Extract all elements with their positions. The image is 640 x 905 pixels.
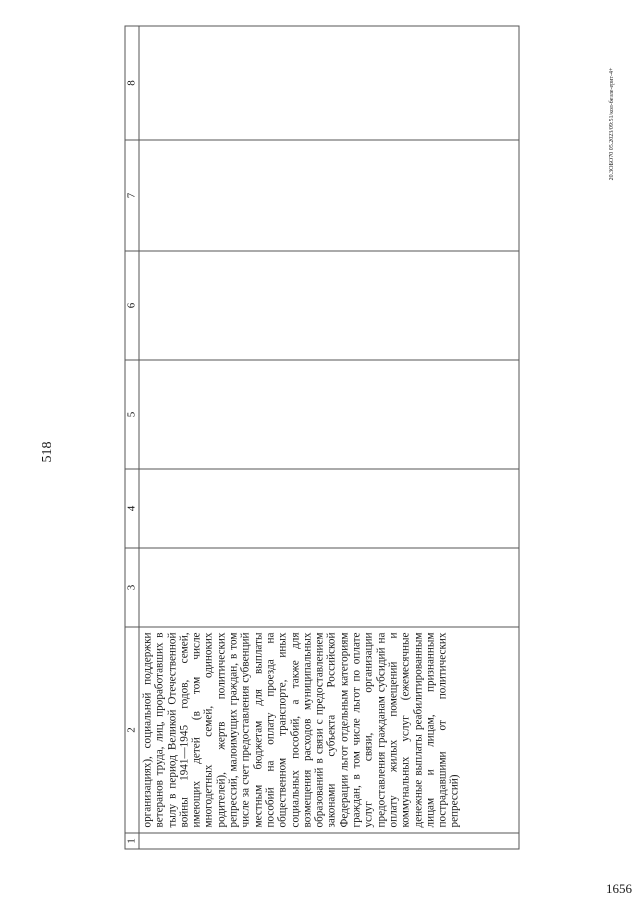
table-cell (139, 140, 519, 251)
sheet-number: 1656 (606, 881, 632, 896)
description-text: организациях), социальной поддержки ветеранов труда, лиц, проработавших в тылу в период Великой Отечественной войны 1941—1945 годов, семей, имеющих детей (в том числе многодетных семей, одиноких родителей), жертв политических репрессий, малоимущих граждан, в том числе за счет предоставления субвенций местным бюджетам для выплаты пособий на оплату проезда на общественном транспорте, иных социальных пособий, а также для возмещения расходов муниципальных образований в связи с предоставлением законами субъекта Российской Федерации льгот отдельным категориям граждан, в том числе льгот по оплате услуг связи, организации предоставления гражданам субсидий на оплату жилых помещений и коммунальных услуг (ежемесячные денежные выплаты реабилитированным лицам и лицам, признанным пострадавшими от политических репрессий) (141, 632, 461, 828)
column-header: 4 (125, 469, 139, 548)
table-cell (139, 26, 519, 140)
column-header: 8 (125, 26, 139, 140)
table-cell (139, 251, 519, 360)
column-header: 3 (125, 548, 139, 627)
table-cell (139, 833, 519, 849)
table-cell (139, 548, 519, 627)
description-cell (139, 627, 519, 833)
column-header: 1 (125, 833, 139, 849)
column-header: 6 (125, 251, 139, 360)
page-number: 518 (40, 441, 55, 463)
budget-table (125, 26, 520, 850)
table-cell (139, 469, 519, 548)
column-header: 5 (125, 360, 139, 469)
budget-table-container (125, 35, 520, 850)
document-stamp: 20.3ОБО70 05.2023/09:51/кол-безле-ерит-4+ (609, 67, 615, 181)
column-header: 7 (125, 140, 139, 251)
table-header-row (125, 26, 139, 849)
column-header: 2 (125, 627, 139, 833)
table-row (139, 26, 519, 849)
table-cell (139, 360, 519, 469)
